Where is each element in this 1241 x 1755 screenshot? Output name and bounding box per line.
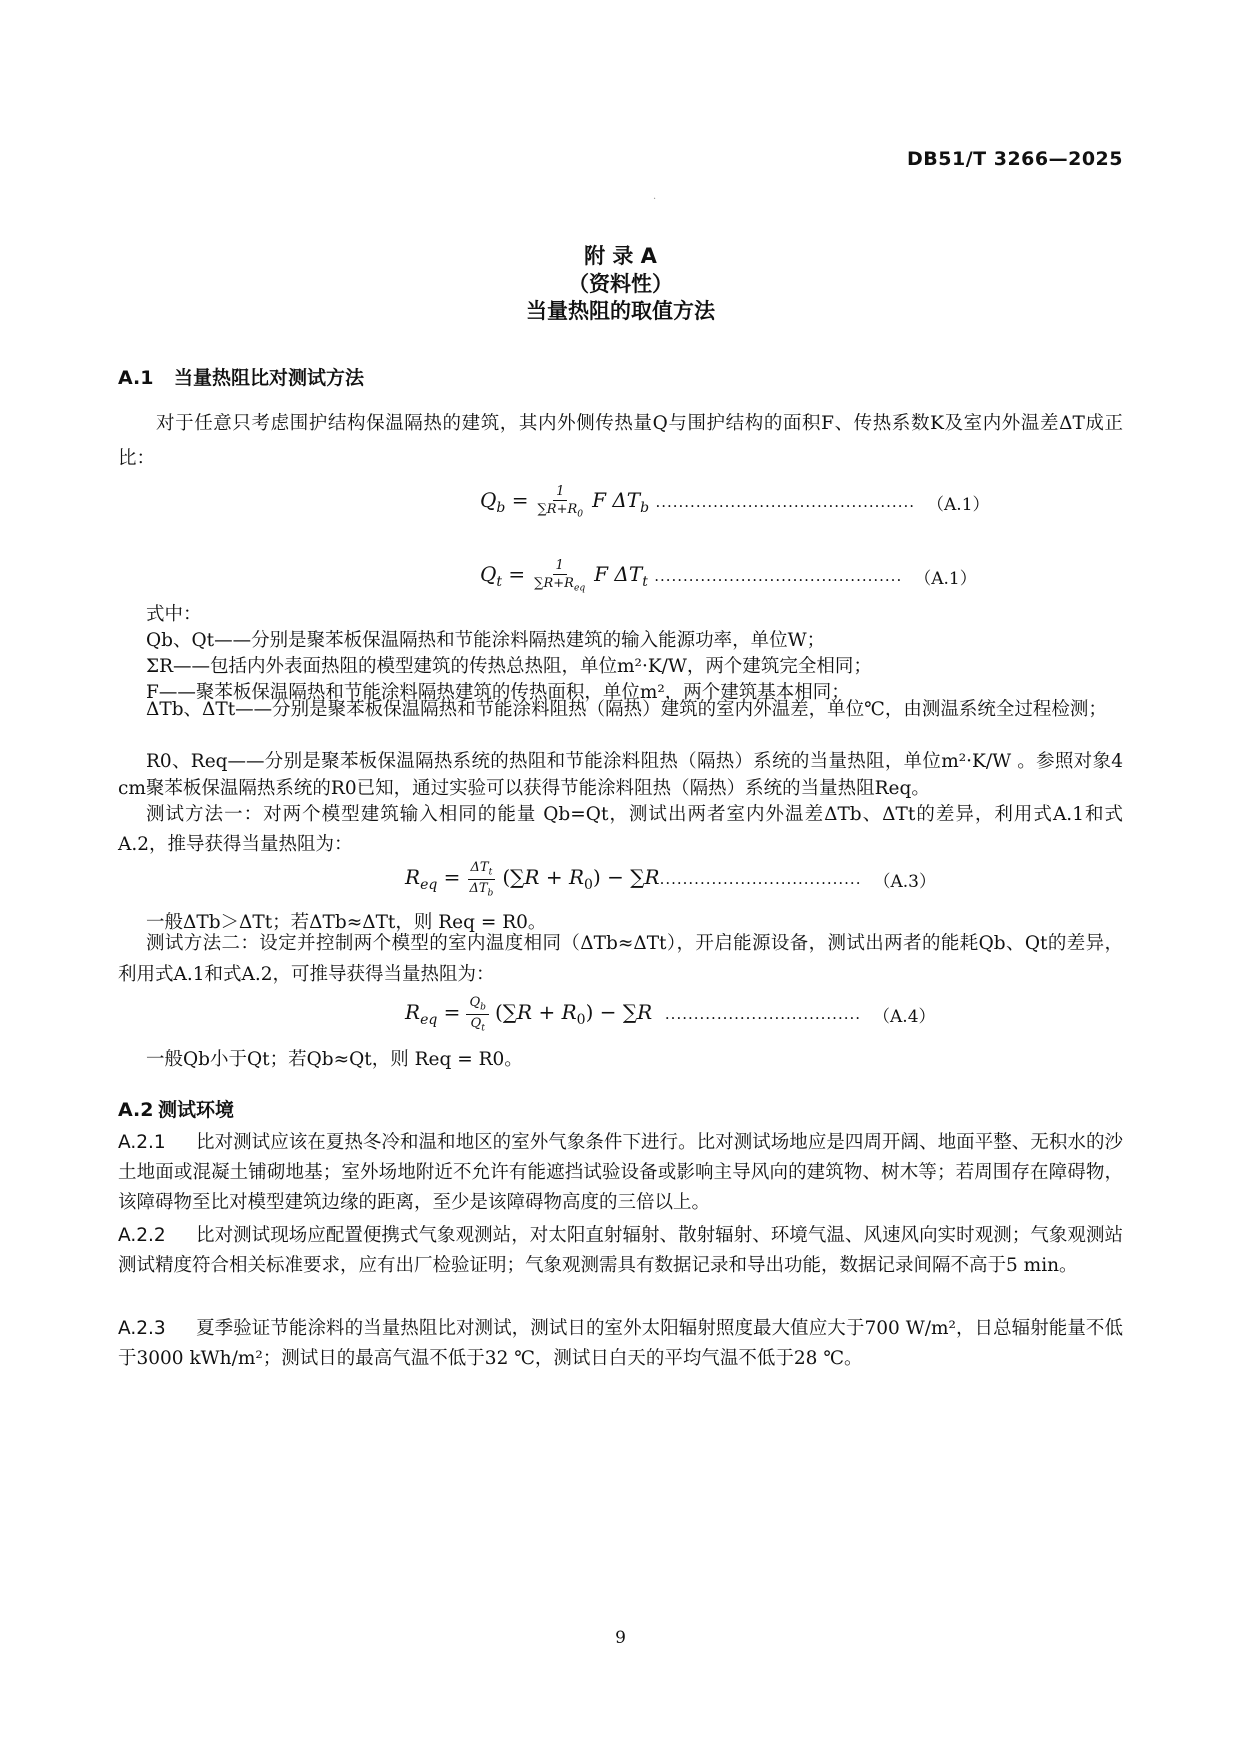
appendix-type: （资料性）	[568, 272, 673, 296]
clause-a21-text: 比对测试应该在夏热冬冷和温和地区的室外气象条件下进行。比对测试场地应是四周开阔、地面平整、无积水的沙土地面或混凝土铺砌地基；室外场地附近不允许有能遮挡试验设备或影响主导风向的建筑物、树木等；若周围存在障碍物，该障碍物至比对模型建筑边缘的距离，至少是该障碍物高度的三倍以上。	[118, 1132, 1123, 1213]
note-1: 一般ΔTb＞ΔTt；若ΔTb≈ΔTt，则 Req = R0。	[146, 912, 547, 933]
definition-f: F——聚苯板保温隔热和节能涂料隔热建筑的传热面积，单位m²，两个建筑基本相同；	[146, 682, 850, 703]
section-a1-heading	[118, 363, 364, 390]
decorative-dot: ·	[653, 194, 657, 205]
definition-sum-r: ΣR——包括内外表面热阻的模型建筑的传热总热阻，单位m²·K/W，两个建筑完全相同；	[146, 656, 872, 677]
where-label: 式中：	[146, 604, 202, 625]
section-a1-number: A.1	[118, 367, 154, 389]
equation-a1-b-tag: （A.1）	[927, 494, 990, 515]
note-2: 一般Qb小于Qt；若Qb≈Qt，则 Req = R0。	[146, 1049, 523, 1070]
section-a2-number: A.2	[118, 1099, 154, 1121]
equation-a1-t: $Q_t$ = $\frac{1}{\sum R+R_{eq}}$ F $\Delta T_t$ ........................................... （A.1）	[480, 558, 977, 594]
clause-a21-number: A.2.1	[118, 1132, 166, 1153]
equation-a1-b: $Q_b$ = $\frac{1}{\sum R+R_0}$ F $\Delta T_b$ ............................................. （A.1）	[480, 484, 990, 520]
definition-delta-t: ΔTb、ΔTt——分别是聚苯板保温隔热和节能涂料阻热（隔热）建筑的室内外温差，单位℃，由测温系统全过程检测；	[146, 699, 1107, 720]
clause-a22	[118, 1221, 1123, 1281]
clause-a22-text: 比对测试现场应配置便携式气象观测站，对太阳直射辐射、散射辐射、环境气温、风速风向实时观测；气象观测站测试精度符合相关标准要求，应有出厂检验证明；气象观测需具有数据记录和导出功能，数据记录间隔不高于5 min。	[118, 1225, 1123, 1276]
equation-a3-tag: （A.3）	[873, 871, 936, 892]
definition-r0-req: R0、Req——分别是聚苯板保温隔热系统的热阻和节能涂料阻热（隔热）系统的当量热阻，单位m²·K/W 。参照对象4 cm聚苯板保温隔热系统的R0已知，通过实验可以获得节能涂料阻热（隔热）系统的当量热阻Req。	[118, 751, 1123, 799]
equation-a4: $R_{eq}$ = $\frac{Q_b}{Q_t}$ $(\sum R + R_0) - \sum R$ .................................. （A.4）	[405, 994, 936, 1034]
test-method-1: 测试方法一：对两个模型建筑输入相同的能量 Qb=Qt，测试出两者室内外温差ΔTb、ΔTt的差异，利用式A.1和式A.2，推导获得当量热阻为：	[118, 804, 1123, 855]
section-a2-title: 测试环境	[158, 1099, 235, 1121]
page-number: 9	[615, 1628, 626, 1648]
appendix-label: 附 录 A	[584, 244, 657, 268]
clause-a23-text: 夏季验证节能涂料的当量热阻比对测试，测试日的室外太阳辐射照度最大值应大于700 W/m²，日总辐射能量不低于3000 kWh/m²；测试日的最高气温不低于32 ℃，测试日白天的平均气温不低于28 ℃。	[118, 1318, 1123, 1369]
clause-a23-number: A.2.3	[118, 1318, 166, 1339]
clause-a22-number: A.2.2	[118, 1225, 166, 1246]
section-a2-heading	[118, 1095, 234, 1122]
equation-a4-tag: （A.4）	[873, 1006, 936, 1027]
document-code: DB51/T 3266—2025	[907, 148, 1123, 170]
test-method-2: 测试方法二：设定并控制两个模型的室内温度相同（ΔTb≈ΔTt），开启能源设备，测试出两者的能耗Qb、Qt的差异，利用式A.1和式A.2，可推导获得当量热阻为：	[118, 933, 1123, 985]
equation-a1-t-tag: （A.1）	[914, 568, 977, 589]
clause-a21	[118, 1128, 1123, 1218]
section-a1-title: 当量热阻比对测试方法	[174, 367, 365, 389]
equation-a3: $R_{eq}$ = $\frac{\Delta T_t}{\Delta T_b}$ $(\sum R + R_0) - \sum R$ ................................... （A.3）	[405, 859, 936, 899]
appendix-title: 当量热阻的取值方法	[526, 299, 715, 323]
definition-q: Qb、Qt——分别是聚苯板保温隔热和节能涂料隔热建筑的输入能源功率，单位W；	[146, 630, 826, 651]
clause-a23	[118, 1314, 1123, 1374]
intro-paragraph: 对于任意只考虑围护结构保温隔热的建筑，其内外侧传热量Q与围护结构的面积F、传热系数K及室内外温差ΔT成正比：	[118, 413, 1123, 469]
